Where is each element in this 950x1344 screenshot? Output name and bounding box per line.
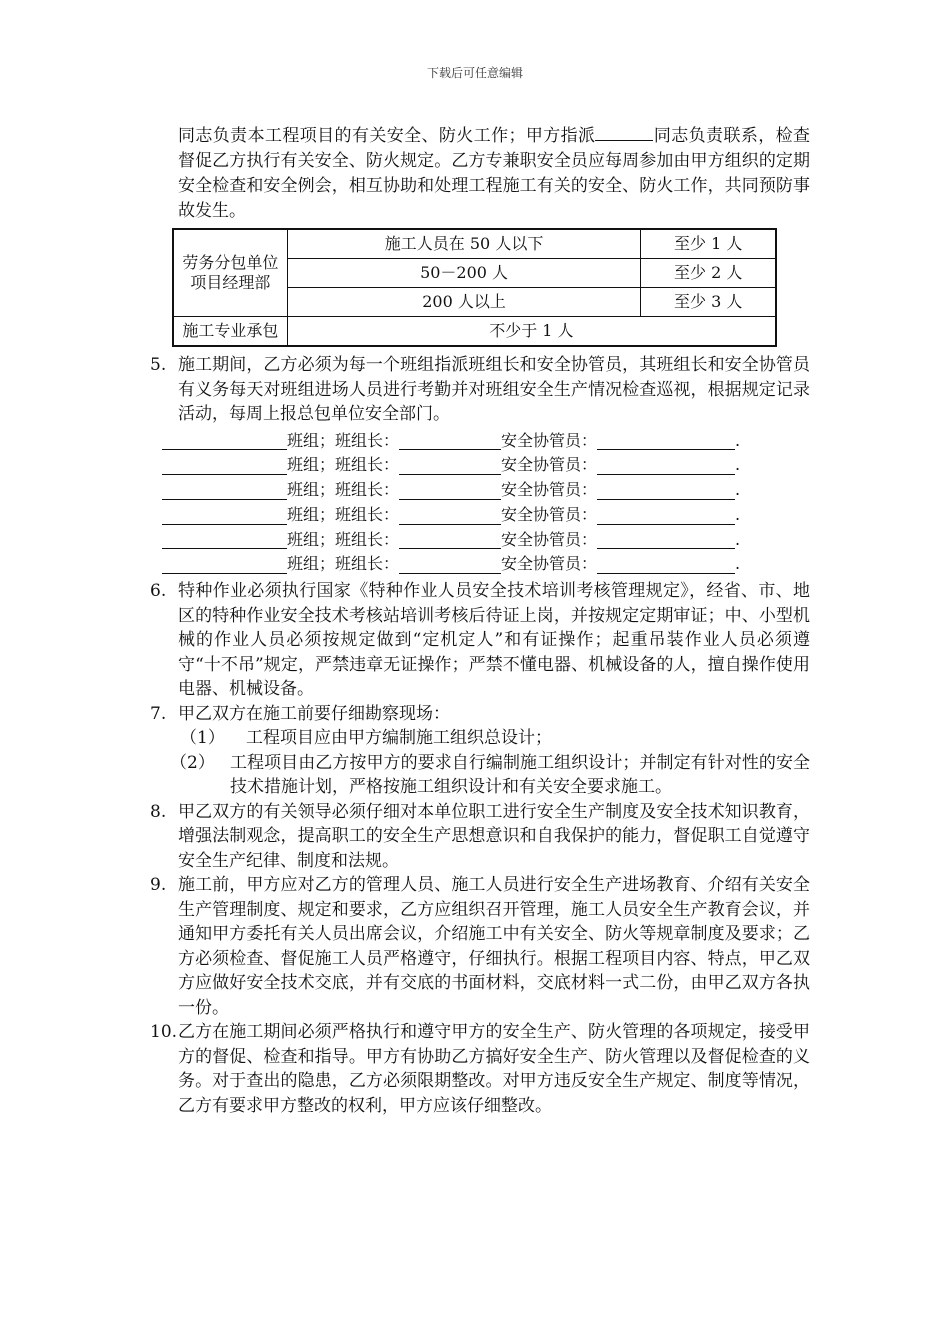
leader-blank[interactable] (399, 482, 501, 500)
table-row (173, 317, 776, 347)
team-blank[interactable] (162, 432, 287, 450)
clause-6: 6. 特种作业必须执行国家《特种作业人员安全技术培训考核管理规定》，经省、市、地区的特种作业安全技术考核站培训考核后待证上岗，并按规定定期审证；中、小型机械的作业人员必须按规定做到“定机定人”和有证操作；起重吊装作业人员必须遵守“十不吊”规定，严禁违章无证操作；严禁不懂电器、机械设备的人，擅自操作使用电器、机械设备。 (150, 581, 810, 700)
leader-blank[interactable] (399, 432, 501, 450)
safety-officer-blank[interactable] (597, 556, 735, 574)
team-blank[interactable] (162, 482, 287, 500)
clause-5: 5. 施工期间，乙方必须为每一个班组指派班组长和安全协管员，其班组长和安全协管员有义务每天对班组进场人员进行考勤并对班组安全生产情况检查巡视，根据规定记录活动，每周上报总包单位安全部门。 (150, 355, 810, 424)
team-row: 班组；班组长： 安全协管员： . (162, 478, 810, 503)
safety-officer-blank[interactable] (597, 432, 735, 450)
table-cell: 施工人员在 50 人以下 (287, 229, 641, 259)
clause-7-sub-1: （1） 工程项目应由甲方编制施工组织总设计； (180, 728, 552, 749)
table-cell: 50－200 人 (287, 259, 641, 288)
leader-blank[interactable] (399, 531, 501, 549)
clause-9: 9. 施工前，甲方应对乙方的管理人员、施工人员进行安全生产进场教育、介绍有关安全生产管理制度、规定和要求，乙方应组织召开管理，施工人员安全生产教育会议，并通知甲方委托有关人员出席会议，介绍施工中有关安全、防火等规章制度及要求；乙方必须检查、督促施工人员严格遵守，仔细执行。根据工程项目内容、特点，甲乙双方应做好安全技术交底，并有交底的书面材料，交底材料一式二份，由甲乙双方各执一份。 (150, 875, 810, 1018)
clause-8: 8. 甲乙双方的有关领导必须仔细对本单位职工进行安全生产制度及安全技术知识教育，增强法制观念，提高职工的安全生产思想意识和自我保护的能力，督促职工自觉遵守安全生产纪律、制度和法规。 (150, 801, 810, 871)
leader-blank[interactable] (399, 457, 501, 475)
team-blank[interactable] (162, 507, 287, 525)
contact-blank (595, 124, 653, 141)
table-cell: 不少于 1 人 (287, 317, 776, 347)
clause-7-sub-2: （2） 工程项目由乙方按甲方的要求自行编制施工组织设计；并制定有针对性的安全技术措施计划，严格按施工组织设计和有关安全要求施工。 (170, 752, 810, 798)
safety-officer-blank[interactable] (597, 482, 735, 500)
team-row: 班组；班组长： 安全协管员： . (162, 503, 810, 528)
leader-blank[interactable] (399, 507, 501, 525)
table-cell: 200 人以上 (287, 288, 641, 317)
team-blank[interactable] (162, 556, 287, 574)
table-cell: 至少 2 人 (641, 259, 776, 288)
safety-officer-blank[interactable] (597, 507, 735, 525)
table-cell: 至少 3 人 (641, 288, 776, 317)
team-assignment-form (162, 429, 810, 578)
clause-7: 7. 甲乙双方在施工前要仔细勘察现场： (150, 703, 450, 724)
table-cell: 至少 1 人 (641, 229, 776, 259)
team-row: 班组；班组长： 安全协管员： . (162, 453, 810, 478)
document-body (150, 124, 810, 1118)
table-row (173, 229, 776, 259)
safety-officer-blank[interactable] (597, 531, 735, 549)
clause-10: 10. 乙方在施工期间必须严格执行和遵守甲方的安全生产、防火管理的各项规定，接受甲方的督促、检查和指导。甲方有协助乙方搞好安全生产、防火管理以及督促检查的义务。对于查出的隐患，乙方必须限期整改。对甲方违反安全生产规定、制度等情况，乙方有要求甲方整改的权利，甲方应该仔细整改。 (150, 1022, 810, 1116)
leader-blank[interactable] (399, 556, 501, 574)
safety-officer-blank[interactable] (597, 457, 735, 475)
team-row: 班组；班组长： 安全协管员： . (162, 552, 810, 577)
table-group-label: 劳务分包单位项目经理部 (173, 229, 287, 317)
intro-paragraph: 同志负责本工程项目的有关安全、防火工作；甲方指派 同志负责联系，检查督促乙方执行有关安全、防火规定。乙方专兼职安全员应每周参加由甲方组织的定期安全检查和安全例会，相互协助和处理工程施工有关的安全、防火工作，共同预防事故发生。 (178, 126, 811, 221)
team-row: 班组；班组长： 安全协管员： . (162, 528, 810, 553)
team-blank[interactable] (162, 457, 287, 475)
page-header: 下载后可任意编辑 (426, 66, 523, 80)
team-row: 班组；班组长： 安全协管员： . (162, 429, 810, 454)
team-blank[interactable] (162, 531, 287, 549)
table-group-label: 施工专业承包 (173, 317, 287, 347)
safety-staff-table (172, 228, 777, 347)
